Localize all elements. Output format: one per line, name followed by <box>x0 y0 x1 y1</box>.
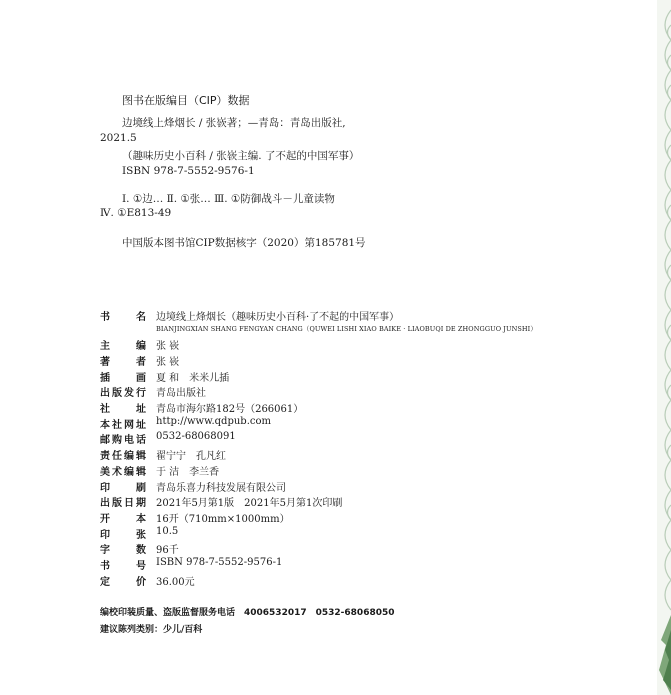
colophon-label: 定 价 <box>100 577 146 588</box>
decorative-border-pattern <box>657 0 671 695</box>
colophon-label: 社 址 <box>100 404 146 415</box>
colophon-value: http://www.qdpub.com <box>156 416 271 427</box>
colophon-label: 责任编辑 <box>100 451 146 462</box>
colophon-value: 96千 <box>156 545 179 556</box>
pinyin-title: BIANJINGXIAN SHANG FENGYAN CHANG（QUWEI LISHI XIAO BAIKE · LIAOBUQI DE ZHONGGUO JUNSHI） <box>156 325 537 333</box>
colophon-label: 美术编辑 <box>100 467 146 478</box>
colophon-label: 印 张 <box>100 530 146 541</box>
colophon-label: 出版日期 <box>100 498 146 509</box>
display-category: 建议陈列类别：少儿/百科 <box>100 625 203 635</box>
cip-line-3: （趣味历史小百科 / 张嵚主编. 了不起的中国军事） <box>122 150 360 162</box>
cip-line-4: ISBN 978-7-5552-9576-1 <box>122 165 255 177</box>
colophon-value: ISBN 978-7-5552-9576-1 <box>156 557 283 568</box>
cip-line-1: 边境线上烽烟长 / 张嵚著；—青岛：青岛出版社, <box>122 117 346 129</box>
colophon-label: 主 编 <box>100 341 146 352</box>
cip-line-5: Ⅰ. ①边… Ⅱ. ①张… Ⅲ. ①防御战斗－儿童读物 <box>122 193 335 205</box>
colophon-label: 邮购电话 <box>100 435 146 446</box>
colophon-value: 青岛乐喜力科技发展有限公司 <box>156 483 286 494</box>
colophon-value: 翟宁宁 孔凡红 <box>156 451 226 462</box>
colophon-label: 字 数 <box>100 545 146 556</box>
colophon-value: 青岛市海尔路182号（266061） <box>156 404 304 415</box>
colophon-value: 边境线上烽烟长（趣味历史小百科·了不起的中国军事） <box>156 312 400 323</box>
colophon-label: 本社网址 <box>100 420 146 431</box>
colophon-value: 张 嵚 <box>156 357 180 368</box>
colophon-value: 36.00元 <box>156 577 195 588</box>
colophon-label: 书 名 <box>100 312 146 323</box>
quality-hotline: 编校印装质量、盗版监督服务电话 4006532017 0532-68068050 <box>100 608 395 618</box>
colophon-value: 16开（710mm×1000mm） <box>156 514 290 525</box>
colophon-label: 著 者 <box>100 357 146 368</box>
cip-line-7: 中国版本图书馆CIP数据核字（2020）第185781号 <box>122 237 366 249</box>
cip-title: 图书在版编目（CIP）数据 <box>122 94 250 107</box>
colophon-label: 开 本 <box>100 514 146 525</box>
colophon-label: 插 画 <box>100 373 146 384</box>
colophon-value: 夏 和 米米儿插 <box>156 373 230 384</box>
colophon-value: 青岛出版社 <box>156 388 206 399</box>
colophon-label: 出版发行 <box>100 388 146 399</box>
colophon-value: 0532-68068091 <box>156 431 236 442</box>
colophon-value: 张 嵚 <box>156 341 180 352</box>
colophon-label: 印 刷 <box>100 483 146 494</box>
colophon-value: 10.5 <box>156 526 179 537</box>
cip-line-2: 2021.5 <box>100 132 137 144</box>
colophon-label: 书 号 <box>100 561 146 572</box>
cip-line-6: Ⅳ. ①E813-49 <box>100 207 172 219</box>
colophon-value: 2021年5月第1版 2021年5月第1次印刷 <box>156 498 343 509</box>
colophon-value: 于 洁 李兰香 <box>156 467 220 478</box>
